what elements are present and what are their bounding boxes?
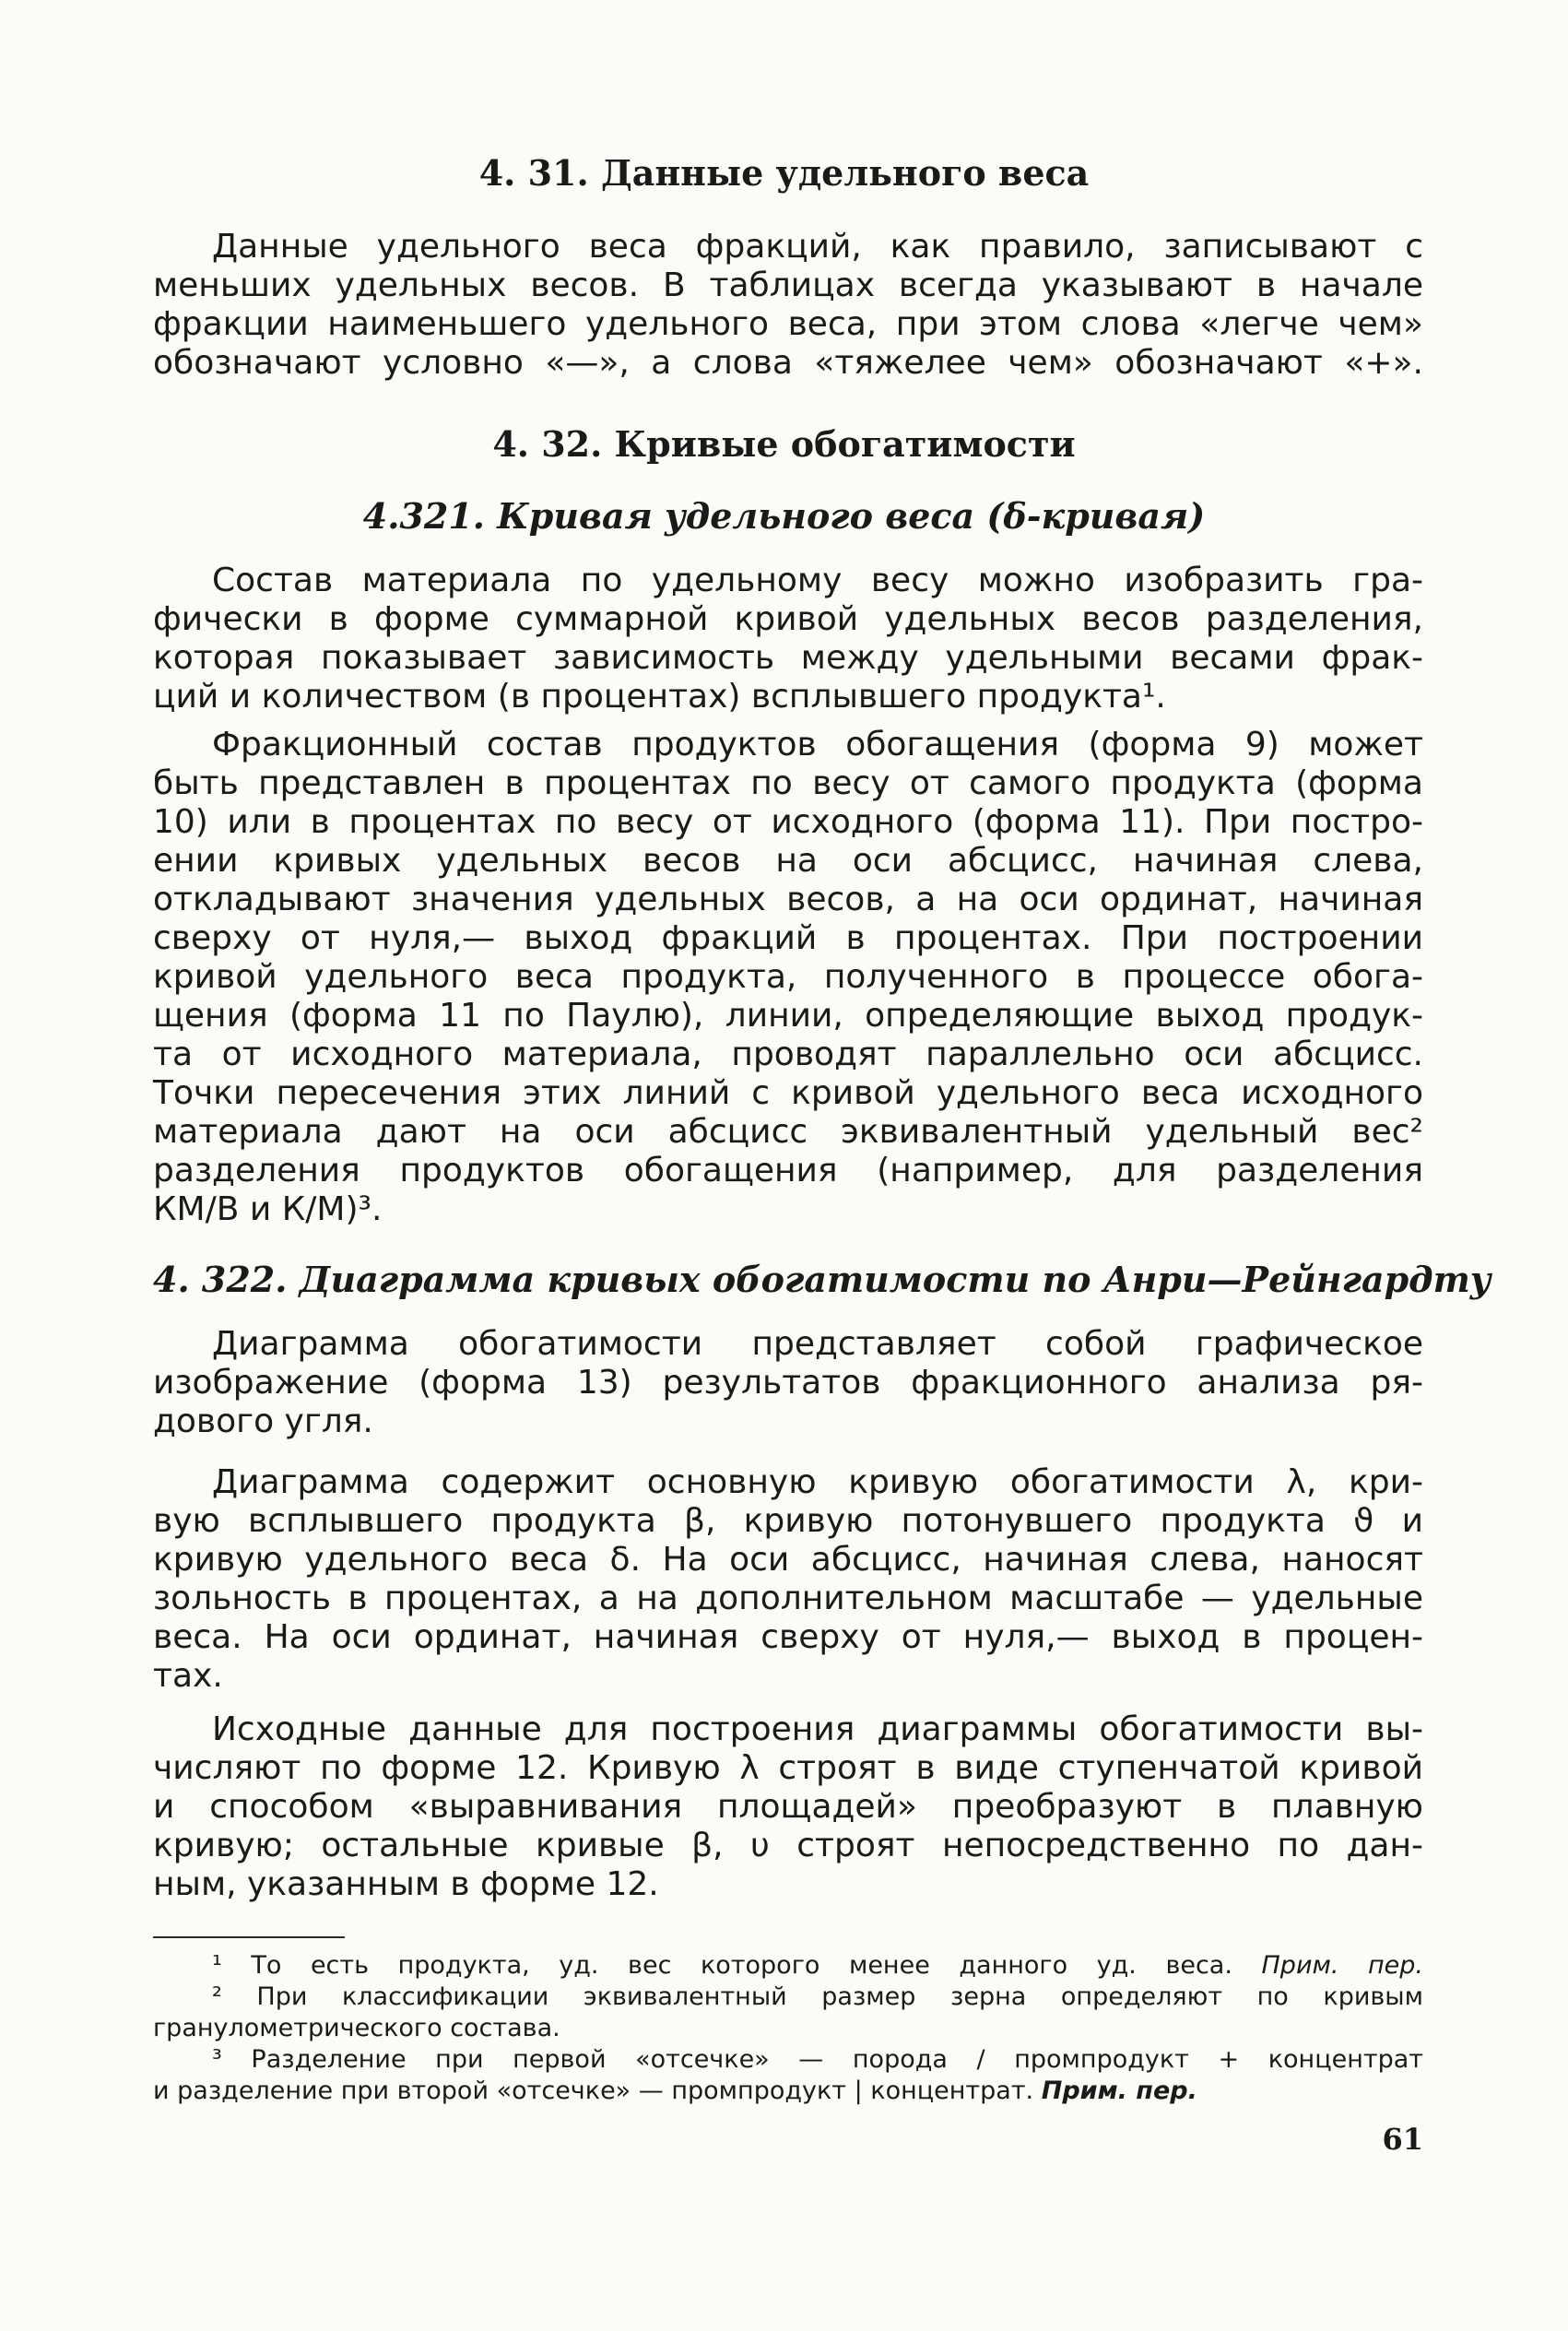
paragraph-line: и способом «выравнивания площадей» преобразуют в плавную [153,1788,1423,1826]
section-heading-4-31: 4. 31. Данные удельного веса [478,152,1090,194]
paragraph-line: сверху от нуля,— выход фракций в процентах. При построении [153,919,1423,957]
translator-note: Прим. пер. [1041,2077,1197,2105]
paragraph-line: числяют по форме 12. Кривую λ строят в виде ступенчатой кривой [153,1749,1423,1787]
paragraph-line: Состав материала по удельному весу можно изобразить гра- [212,562,1423,599]
paragraph-line: Данные удельного веса фракций, как правило, записывают с [212,228,1423,266]
subsection-heading-4-322: 4. 322. Диаграмма кривых обогатимости по Анри—Рейнгардту [153,1259,1491,1300]
footnote-separator [153,1936,345,1938]
paragraph-line: тах. [153,1657,223,1695]
paragraph-line: разделения продуктов обогащения (например, для разделения [153,1152,1423,1189]
paragraph-line: откладывают значения удельных весов, а на оси ординат, начиная [153,881,1423,918]
paragraph-line: щения (форма 11 по Паулю), линии, определяющие выход продук- [153,997,1423,1035]
paragraph-line: Фракционный состав продуктов обогащения (форма 9) может [212,726,1423,763]
paragraph-line: фракции наименьшего удельного веса, при этом слова «легче чем» [153,305,1423,343]
paragraph-line: фически в форме суммарной кривой удельных весов разделения, [153,600,1423,638]
section-heading-4-32: 4. 32. Кривые обогатимости [492,423,1076,465]
paragraph-line: КМ/В и К/М)³. [153,1190,383,1228]
paragraph-line: зольность в процентах, а на дополнительном масштабе — удельные [153,1580,1423,1617]
footnote-text: и разделение при второй «отсечке» — промпродукт | концентрат. [153,2077,1034,2105]
footnote-3-line [153,2077,1423,2106]
paragraph-line: веса. На оси ординат, начиная сверху от нуля,— выход в процен- [153,1618,1423,1656]
paragraph-line: вую всплывшего продукта β, кривую потонувшего продукта ϑ и [153,1502,1423,1540]
footnote-1 [212,1951,1423,1981]
paragraph-line: та от исходного материала, проводят параллельно оси абсцисс. [153,1035,1423,1073]
footnote-2-line: гранулометрического состава. [153,2014,560,2042]
paragraph-line: 10) или в процентах по весу от исходного (форма 11). При постро- [153,803,1423,841]
footnote-2-line: ² При классификации эквивалентный размер зерна определяют по кривым [212,1982,1423,2011]
paragraph-line: Диаграмма содержит основную кривую обогатимости λ, кри- [212,1463,1423,1501]
paragraph-line: которая показывает зависимость между удельными весами фрак- [153,639,1423,677]
paragraph-line: Диаграмма обогатимости представляет собой графическое [212,1325,1423,1363]
paragraph-line: кривой удельного веса продукта, полученного в процессе обога- [153,958,1423,996]
paragraph-line: изображение (форма 13) результатов фракционного анализа ря- [153,1364,1423,1402]
paragraph-line: Точки пересечения этих линий с кривой удельного веса исходного [153,1074,1423,1112]
paragraph-line: ным, указанным в форме 12. [153,1865,659,1903]
paragraph-line: обозначают условно «—», а слова «тяжелее чем» обозначают «+». [153,344,1423,382]
page-number: 61 [1382,2122,1423,2157]
paragraph-line: кривую удельного веса δ. На оси абсцисс, начиная слева, наносят [153,1541,1423,1579]
paragraph-line: материала дают на оси абсцисс эквивалентный удельный вес² [153,1113,1423,1151]
paragraph-line: быть представлен в процентах по весу от самого продукта (форма [153,764,1423,802]
subsection-heading-4-321: 4.321. Кривая удельного веса (δ-кривая) [362,495,1206,537]
footnote-text: ¹ То есть продукта, уд. вес которого менее данного уд. веса. [212,1951,1232,1980]
paragraph-line: Исходные данные для построения диаграммы обогатимости вы- [212,1710,1423,1748]
paragraph-line: меньших удельных весов. В таблицах всегда указывают в начале [153,266,1423,304]
paragraph-line: дового угля. [153,1402,373,1440]
paragraph-line: ций и количеством (в процентах) всплывшего продукта¹. [153,678,1166,716]
paragraph-line: ении кривых удельных весов на оси абсцисс, начиная слева, [153,842,1423,880]
footnote-3-line: ³ Разделение при первой «отсечке» — порода / промпродукт + концентрат [212,2045,1423,2074]
translator-note: Прим. пер. [1261,1951,1423,1980]
paragraph-line: кривую; остальные кривые β, υ строят непосредственно по дан- [153,1827,1423,1864]
